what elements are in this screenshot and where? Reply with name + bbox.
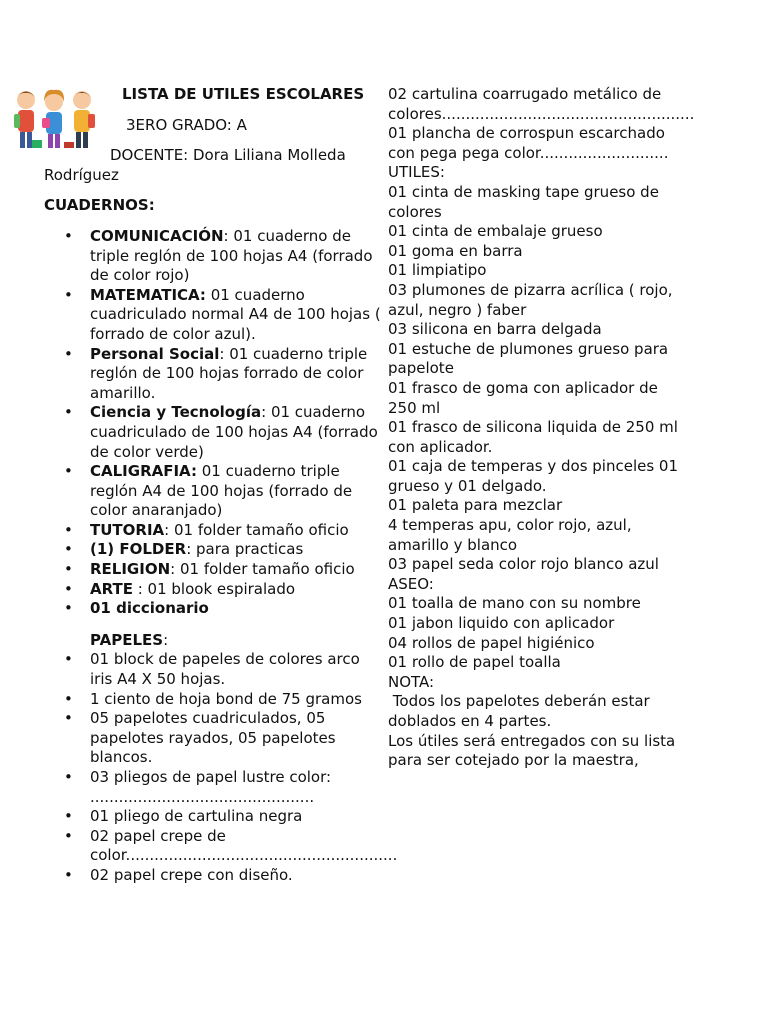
list-item: • 1 ciento de hoja bond de 75 gramos bbox=[44, 690, 384, 710]
list-item: 03 plumones de pizarra acrílica ( rojo, azul, negro ) faber bbox=[388, 280, 673, 319]
list-item: • ARTE : 01 blook espiralado bbox=[44, 580, 384, 600]
list-item: 01 plancha de corrospun escarchado con pega pega color........................... bbox=[388, 124, 669, 162]
list-item: 4 temperas apu, color rojo, azul, amarillo y blanco bbox=[388, 516, 632, 554]
list-item: • Personal Social: 01 cuaderno triple reglón de 100 hojas forrado de color amarillo. bbox=[44, 345, 384, 404]
list-item: 01 paleta para mezclar bbox=[388, 496, 563, 515]
list-item: 02 cartulina coarrugado metálico de colores..................................................... bbox=[388, 85, 695, 123]
list-item: 01 caja de temperas y dos pinceles 01 grueso y 01 delgado. bbox=[388, 457, 679, 495]
list-item: • COMUNICACIÓN: 01 cuaderno de triple reglón de 100 hojas A4 (forrado de color rojo) bbox=[44, 227, 384, 286]
list-item: • TUTORIA: 01 folder tamaño oficio bbox=[44, 521, 384, 541]
list-item: 01 goma en barra bbox=[388, 241, 523, 260]
list-item: 01 jabon liquido con aplicador bbox=[388, 614, 615, 633]
list-item: • RELIGION: 01 folder tamaño oficio bbox=[44, 560, 384, 580]
nota-text: Todos los papelotes deberán estar doblados en 4 partes. bbox=[388, 692, 655, 730]
utiles-heading: UTILES: bbox=[388, 163, 445, 182]
list-item: 04 rollos de papel higiénico bbox=[388, 633, 595, 652]
teacher-line: DOCENTE: Dora Liliana Molleda Rodríguez bbox=[44, 146, 346, 184]
papeles-heading: PAPELES: bbox=[90, 630, 169, 649]
list-item: • 01 diccionario bbox=[44, 599, 384, 619]
cuadernos-list bbox=[44, 227, 384, 619]
list-item: • CALIGRAFIA: 01 cuaderno triple reglón A4 de 100 hojas (forrado de color anaranjado) bbox=[44, 462, 384, 521]
document-title: LISTA DE UTILES ESCOLARES bbox=[122, 85, 365, 103]
list-item: 01 estuche de plumones grueso para papelote bbox=[388, 339, 669, 378]
list-item: • (1) FOLDER: para practicas bbox=[44, 540, 384, 560]
list-item: 01 cinta de embalaje grueso bbox=[388, 222, 603, 241]
list-item: 01 toalla de mano con su nombre bbox=[388, 594, 641, 613]
list-item: 03 papel seda color rojo blanco azul bbox=[388, 555, 659, 574]
list-item: 01 limpiatipo bbox=[388, 261, 487, 280]
list-item: • Ciencia y Tecnología: 01 cuaderno cuadriculado de 100 hojas A4 (forrado de color verde) bbox=[44, 403, 384, 462]
nota-heading: NOTA: bbox=[388, 672, 435, 691]
list-item: 03 silicona en barra delgada bbox=[388, 320, 602, 339]
list-item: • 02 papel crepe con diseño. bbox=[44, 866, 384, 886]
list-item: 01 frasco de silicona liquida de 250 ml con aplicador. bbox=[388, 418, 678, 456]
left-column bbox=[44, 85, 398, 886]
papeles-list bbox=[44, 650, 398, 885]
list-item: • 02 papel crepe de color......................................................... bbox=[44, 827, 384, 866]
list-item: • MATEMATICA: 01 cuaderno cuadriculado normal A4 de 100 hojas ( forrado de color azul). bbox=[44, 286, 384, 345]
grade-line: 3ERO GRADO: A bbox=[126, 115, 247, 134]
list-item: • 01 block de papeles de colores arco iris A4 X 50 hojas. bbox=[44, 650, 384, 689]
list-item: • 05 papelotes cuadriculados, 05 papelotes rayados, 05 papelotes blancos. bbox=[44, 709, 384, 768]
right-column bbox=[388, 85, 695, 771]
cuadernos-heading: CUADERNOS: bbox=[44, 196, 155, 215]
list-item: 01 rollo de papel toalla bbox=[388, 653, 561, 672]
list-item: 01 frasco de goma con aplicador de 250 ml bbox=[388, 378, 658, 417]
aseo-heading: ASEO: bbox=[388, 574, 434, 593]
list-item: 01 cinta de masking tape grueso de colores bbox=[388, 182, 659, 221]
nota-text: Los útiles será entregados con su lista para ser cotejado por la maestra, bbox=[388, 731, 676, 770]
list-item: • 01 pliego de cartulina negra bbox=[44, 807, 384, 827]
list-item: • 03 pliegos de papel lustre color: ............................................... bbox=[44, 768, 384, 807]
